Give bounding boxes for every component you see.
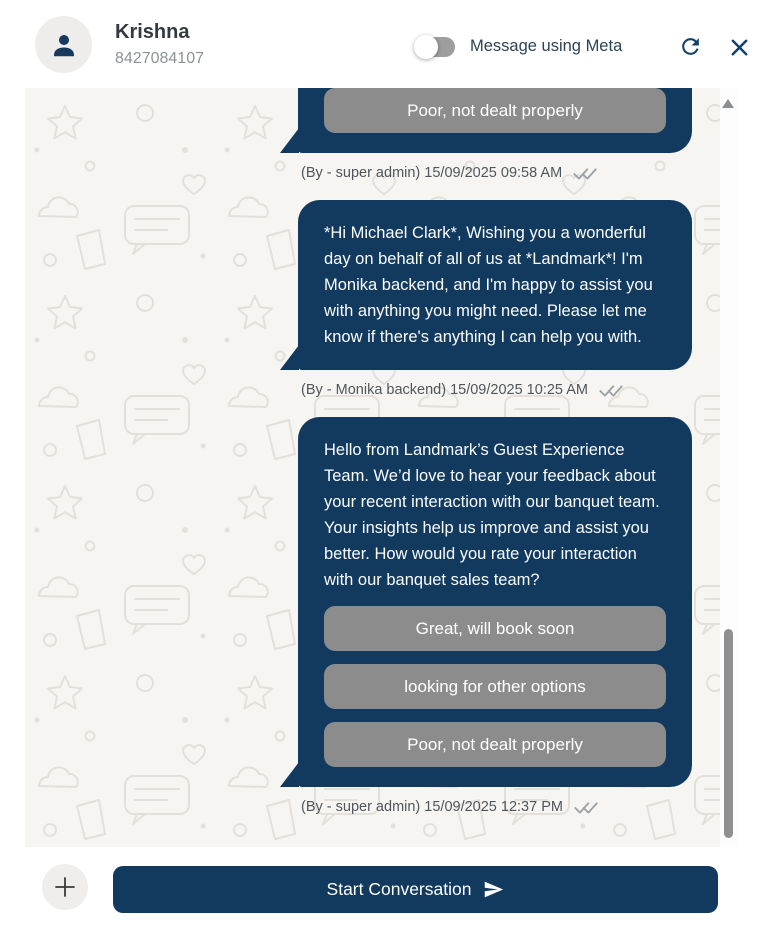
refresh-button[interactable]	[677, 33, 703, 59]
bubble-tail	[280, 345, 299, 370]
double-check-icon	[573, 800, 600, 815]
message-meta-text: (By - super admin) 15/09/2025 09:58 AM	[301, 165, 563, 181]
scroll-up-icon[interactable]	[722, 99, 734, 108]
message-meta-text: (By - Monika backend) 15/09/2025 10:25 AM	[301, 382, 588, 398]
close-icon	[728, 36, 751, 59]
toggle-label: Message using Meta	[470, 37, 623, 55]
double-check-icon	[598, 383, 625, 398]
message-meta	[301, 165, 692, 181]
close-button[interactable]	[726, 34, 752, 60]
person-icon	[49, 30, 79, 60]
header	[0, 0, 765, 88]
plus-icon	[53, 875, 77, 899]
bubble-tail	[280, 128, 299, 153]
message-bubble	[298, 200, 692, 370]
contact-phone: 8427084107	[115, 50, 204, 67]
scrollbar	[720, 88, 737, 847]
message-text: *Hi Michael Clark*, Wishing you a wonderful day on behalf of all of us at *Landmark*! I'm Monika backend, and I'm happy to assist you with anything you might need. Please let me know if there's anything I can help you with.	[324, 224, 653, 346]
bubble-tail	[280, 762, 299, 787]
message-list	[298, 88, 692, 830]
quick-reply-button[interactable]: Poor, not dealt properly	[324, 88, 666, 133]
chat-area	[25, 88, 720, 847]
meta-toggle[interactable]	[417, 37, 455, 57]
send-icon	[483, 879, 504, 900]
quick-reply-button[interactable]: Poor, not dealt properly	[324, 722, 666, 767]
message-meta-text: (By - super admin) 15/09/2025 12:37 PM	[301, 799, 563, 815]
toggle-knob[interactable]	[414, 35, 438, 59]
message-bubble	[298, 88, 692, 153]
quick-reply-button[interactable]: Great, will book soon	[324, 606, 666, 651]
scrollbar-thumb[interactable]	[724, 629, 733, 838]
start-conversation-button[interactable]	[113, 866, 718, 913]
refresh-icon	[678, 34, 703, 59]
avatar	[35, 16, 92, 73]
quick-reply-button[interactable]: looking for other options	[324, 664, 666, 709]
start-conversation-label: Start Conversation	[326, 879, 472, 899]
message-text: Hello from Landmark’s Guest Experience Team. We’d love to hear your feedback about your recent interaction with our banquet team. Your insights help us improve and assist you better. How would you rate your interaction with our banquet sales team?	[324, 441, 660, 589]
double-check-icon	[572, 166, 599, 181]
footer	[0, 847, 765, 937]
contact-name: Krishna	[115, 21, 190, 43]
message-meta	[301, 382, 692, 398]
message-bubble	[298, 417, 692, 787]
message-meta	[301, 799, 692, 815]
attach-button[interactable]	[42, 864, 88, 910]
